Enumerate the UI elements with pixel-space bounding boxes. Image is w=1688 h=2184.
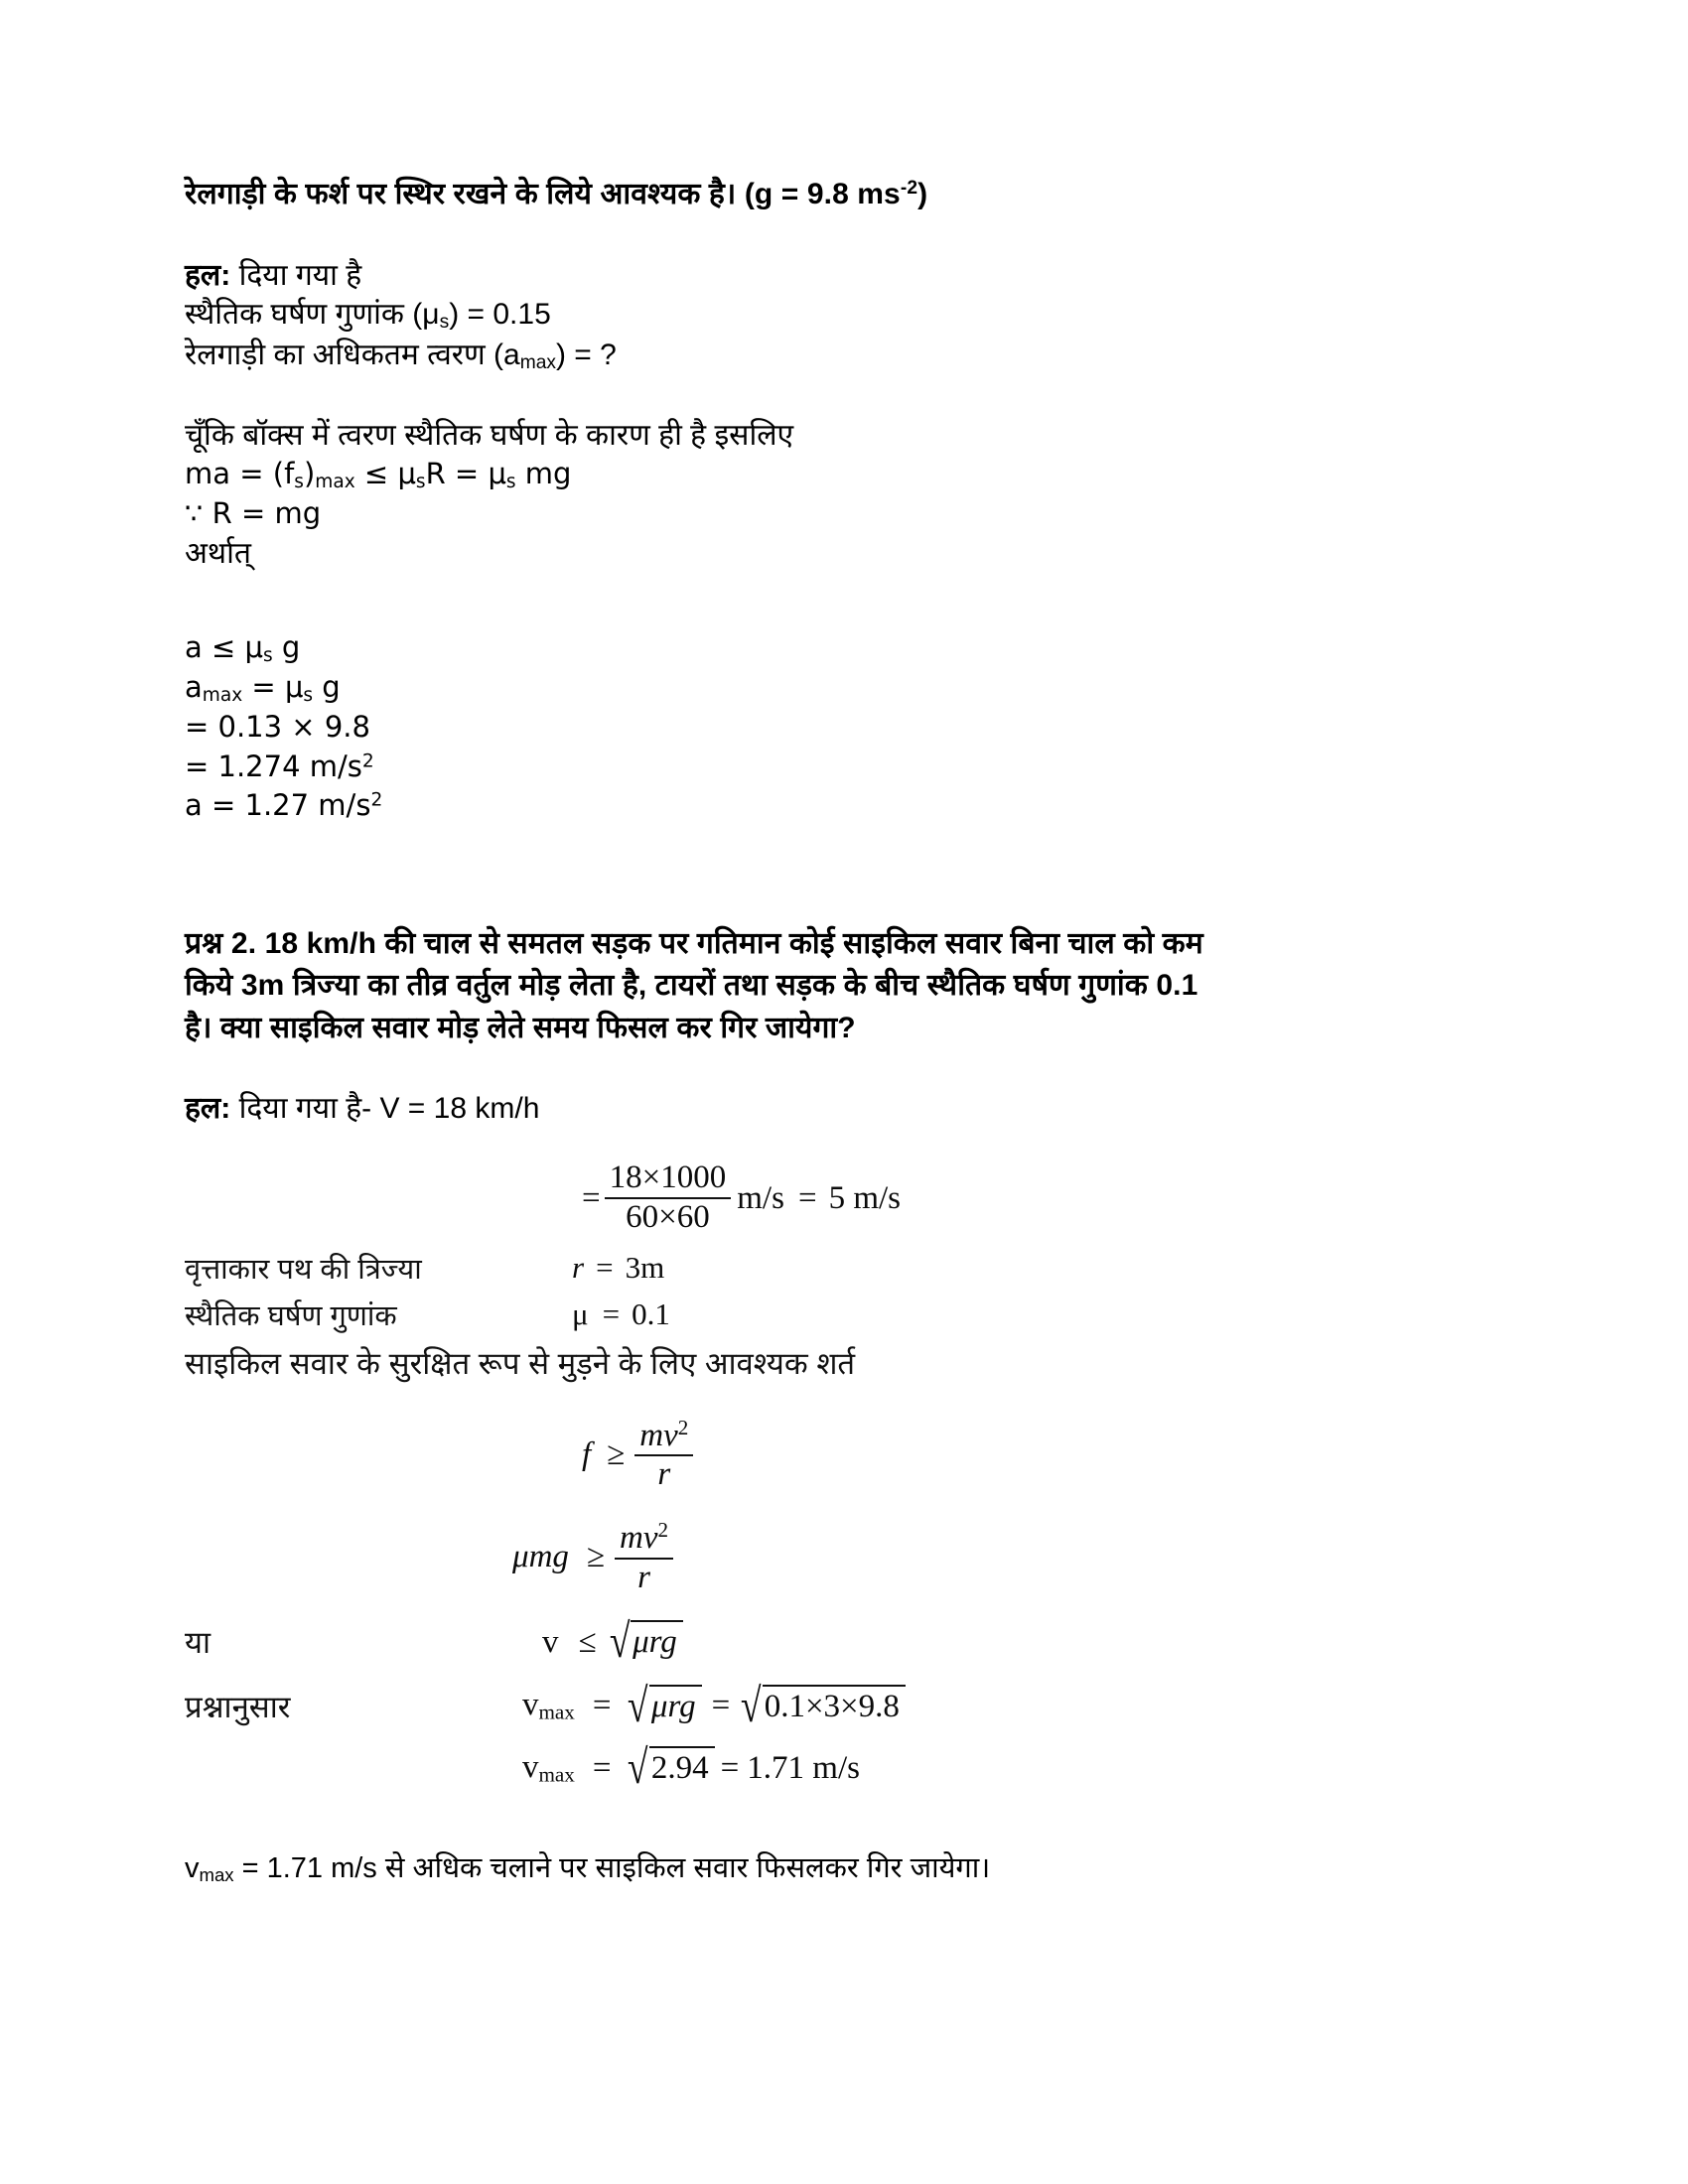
conclusion-text: = 1.71 m/s से अधिक चलाने पर साइकिल सवार फिसलकर गिर जायेगा।	[233, 1852, 991, 1885]
calc-line-product: = 0.13 × 9.8	[185, 710, 370, 745]
question2-line-1: प्रश्न 2. 18 km/h की चाल से समतल सड़क पर गतिमान कोई साइकिल सवार बिना चाल को कम	[185, 926, 1203, 960]
step-rhs: g	[272, 629, 301, 664]
question1-heading-text: रेलगाड़ी के फर्श पर स्थिर रखने के लिये आवश्यक है। (g = 9.8 ms	[185, 178, 901, 210]
calc-exponent: 2	[370, 789, 383, 811]
question2-text	[185, 923, 1505, 1050]
step-lhs: a	[185, 670, 203, 704]
speed-result: 5 m/s	[828, 1179, 901, 1216]
question1-heading	[185, 174, 1505, 216]
equation-ma-rel: ≤ μ	[354, 456, 416, 490]
radical-sign: √	[609, 1615, 631, 1669]
radical-1	[625, 1679, 701, 1732]
vmax-subscript: max	[538, 1762, 575, 1787]
equals-sign: =	[582, 1179, 601, 1216]
solution-label: हल:	[185, 1092, 231, 1126]
equation-ma-sub-s: s	[294, 472, 304, 493]
calc-value: a = 1.27 m/s	[185, 788, 371, 823]
formula-result: 1.71 m/s	[747, 1749, 860, 1786]
equation-ma-rhs: R = μ	[425, 456, 506, 490]
formula-relation: ≤	[578, 1623, 597, 1660]
given-item-value: ) = 0.15	[449, 297, 551, 331]
formula-lhs: v	[542, 1623, 559, 1660]
given-item-label: रेलगाड़ी का अधिकतम त्वरण (a	[185, 338, 520, 371]
formula-lhs	[522, 1749, 575, 1788]
radical-2	[738, 1679, 906, 1732]
reason-line: चूँकि बॉक्स में त्वरण स्थैतिक घर्षण के कारण ही है इसलिए	[185, 418, 794, 452]
formula-fraction	[634, 1415, 693, 1493]
spacer	[185, 1492, 1505, 1520]
solution-label: हल:	[185, 258, 231, 292]
step-sub-max: max	[202, 685, 243, 707]
vmax-base: v	[522, 1748, 539, 1785]
param-symbol: r	[572, 1250, 585, 1286]
given-item-friction-coefficient	[185, 295, 1505, 336]
spacer	[185, 1665, 1505, 1685]
calc-value: = 1.274 m/s	[185, 749, 362, 783]
param-value: 3m	[625, 1250, 665, 1286]
per-question-label: प्रश्नानुसार	[185, 1689, 291, 1724]
equation-ma-sub-s3: s	[505, 472, 516, 493]
equation-ma-sub-max: max	[315, 472, 355, 493]
numerator-base: mv	[639, 1417, 678, 1453]
calc-exponent: 2	[361, 751, 374, 772]
vmax-base: v	[522, 1687, 539, 1723]
question2-line-3: है। क्या साइकिल सवार मोड़ लेते समय फिसल कर गिर जायेगा?	[185, 1011, 856, 1044]
formula-friction-inequality	[582, 1415, 1505, 1493]
spacer	[185, 1790, 1505, 1847]
param-equals: =	[602, 1297, 621, 1332]
fraction-numerator	[634, 1415, 693, 1455]
step-a-le-mus-g	[185, 628, 1505, 668]
spacer	[185, 826, 1505, 899]
conclusion-subscript: max	[199, 1864, 234, 1886]
formula-v-max-condition-row	[185, 1615, 1505, 1669]
formula-lhs	[522, 1687, 575, 1725]
given-item-label: स्थैतिक घर्षण गुणांक (μ	[185, 297, 440, 331]
step-rhs2: g	[313, 670, 341, 704]
step-sub: s	[262, 644, 273, 666]
param-value: 0.1	[632, 1297, 670, 1332]
fraction-denominator: r	[615, 1558, 673, 1595]
radical-1	[625, 1740, 714, 1794]
radical-sign: √	[741, 1679, 762, 1732]
spacer	[185, 1594, 1505, 1620]
param-label: वृत्ताकार पथ की त्रिज्या	[185, 1253, 422, 1286]
param-row-radius	[185, 1249, 1505, 1288]
formula-lhs: f	[582, 1435, 592, 1472]
equation-ma-lhs: ma = (f	[185, 456, 295, 490]
page-content	[185, 174, 1505, 1886]
equation-ma-rhs2: mg	[515, 456, 572, 490]
given-item-subscript: max	[519, 351, 556, 373]
equation-ma	[185, 455, 1505, 494]
speed-conversion-equation	[582, 1161, 1505, 1234]
numerator-base: mv	[620, 1519, 658, 1556]
radical-sign: √	[628, 1679, 649, 1732]
param-symbol: μ	[572, 1297, 589, 1332]
step-rhs: = μ	[242, 670, 304, 704]
step-sub-s: s	[303, 685, 314, 707]
spacer	[185, 1235, 1505, 1249]
formula-vmax-result-row	[522, 1740, 1505, 1794]
question1-solution-given	[185, 256, 1505, 295]
formula-umg-inequality	[512, 1520, 1505, 1594]
spacer	[185, 376, 1505, 416]
spacer	[185, 1384, 1505, 1418]
spacer	[185, 573, 1505, 628]
spacer	[185, 1728, 1505, 1746]
calc-line-result-rounded	[185, 786, 1505, 825]
conclusion-symbol: v	[185, 1852, 200, 1885]
question1-heading-exponent: -2	[900, 178, 918, 200]
formula-fraction	[615, 1520, 673, 1594]
fraction-numerator: 18×1000	[609, 1160, 727, 1196]
equation-because-R-mg: ∵ R = mg	[185, 496, 322, 531]
speed-fraction	[605, 1161, 732, 1234]
conclusion-line	[185, 1847, 1505, 1886]
given-item-max-acceleration	[185, 336, 1505, 376]
numerator-exponent: 2	[677, 1415, 689, 1439]
spacer	[185, 1334, 1505, 1342]
given-text: दिया गया है	[238, 258, 362, 292]
formula-equals-2: =	[711, 1688, 731, 1724]
calc-line-result-full	[185, 748, 1505, 786]
equation-ma-sub-s2: s	[415, 472, 426, 493]
or-label: या	[185, 1625, 211, 1661]
param-row-friction	[185, 1296, 1505, 1334]
formula-vmax-substitution-row	[185, 1679, 1505, 1732]
fraction-numerator	[615, 1520, 673, 1558]
radicand: μrg	[631, 1620, 683, 1664]
radical	[607, 1615, 683, 1669]
radicand: μrg	[649, 1685, 702, 1728]
numerator-exponent: 2	[657, 1518, 669, 1542]
formula-equals-1: =	[592, 1688, 612, 1724]
param-label: स्थैतिक घर्षण गुणांक	[185, 1299, 397, 1332]
radicand: 2.94	[649, 1746, 715, 1790]
spacer	[185, 1128, 1505, 1161]
formula-image-block	[185, 1160, 1505, 1794]
equation-ma-paren: )	[303, 456, 316, 490]
result-equals-sign: =	[797, 1179, 817, 1216]
fraction-denominator: 60×60	[605, 1197, 732, 1235]
question2-line-2: किये 3m त्रिज्या का तीव्र वर्तुल मोड़ लेता है, टायरों तथा सड़क के बीच स्थैतिक घर्षण गुणांक 0.1	[185, 969, 1198, 1003]
radical-sign: √	[628, 1740, 649, 1794]
formula-relation: ≥	[586, 1539, 606, 1575]
vmax-subscript: max	[538, 1701, 575, 1725]
formula-equals-2: =	[720, 1749, 740, 1786]
formula-relation: ≥	[607, 1435, 626, 1472]
question1-heading-close: )	[917, 178, 928, 210]
spacer	[185, 216, 1505, 256]
arthat-label: अर्थात्	[185, 536, 251, 570]
formula-lhs: μmg	[512, 1539, 569, 1575]
step-lhs: a ≤ μ	[185, 629, 263, 664]
spacer	[185, 1288, 1505, 1296]
given-text: दिया गया है- V = 18 km/h	[238, 1092, 540, 1126]
given-item-subscript: s	[439, 311, 450, 333]
param-equals: =	[596, 1250, 614, 1286]
formula-equals-1: =	[592, 1749, 612, 1786]
radicand: 0.1×3×9.8	[763, 1685, 906, 1728]
safe-turn-condition-line: साइकिल सवार के सुरक्षित रूप से मुड़ने के लिए आवश्यक शर्त	[185, 1345, 856, 1381]
speed-unit: m/s	[737, 1179, 784, 1216]
spacer	[185, 1049, 1505, 1089]
spacer	[185, 899, 1505, 923]
question2-solution-given	[185, 1089, 1505, 1128]
fraction-denominator: r	[634, 1454, 693, 1492]
step-amax-eq-mus-g	[185, 668, 1505, 708]
given-item-value: ) = ?	[555, 338, 617, 371]
